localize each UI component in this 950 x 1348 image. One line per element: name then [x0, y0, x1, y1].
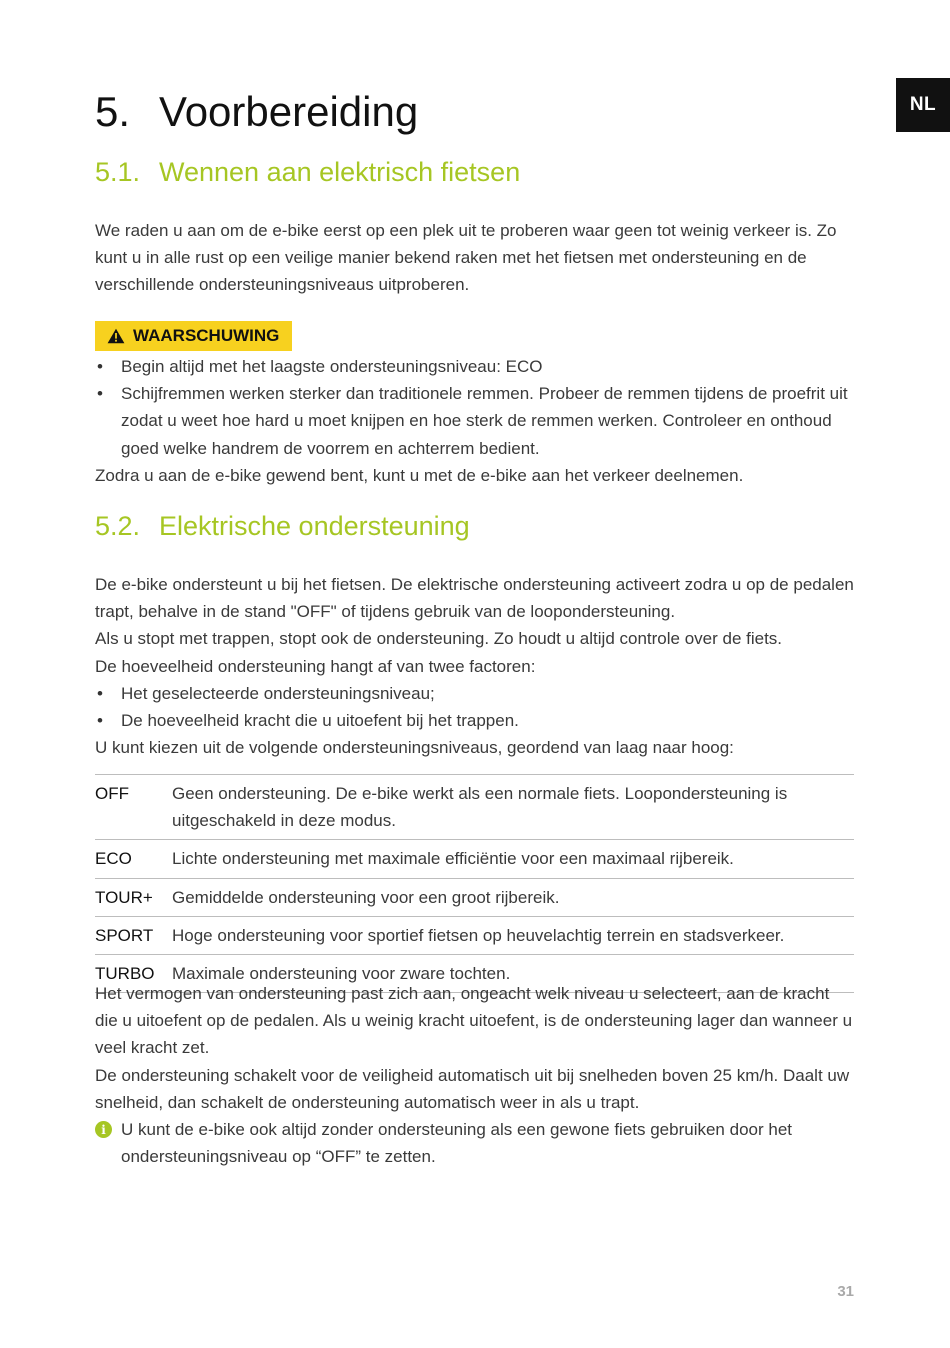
chapter-number: 5.	[95, 88, 131, 135]
paragraph: Het vermogen van ondersteuning past zich aan, ongeacht welk niveau u selecteert, aan de kracht die u uitoefent op de pedalen. Als u weinig kracht uitoefent, is de ondersteuning lager dan wanneer u veel kracht zet.	[95, 984, 853, 1058]
chapter-title	[95, 88, 418, 136]
level-description: Lichte ondersteuning met maximale efficiëntie voor een maximaal rijbereik.	[172, 840, 854, 878]
factor-list	[95, 680, 855, 734]
intro-paragraph: We raden u aan om de e-bike eerst op een plek uit te proberen waar geen tot weinig verkeer is. Zo kunt u in alle rust op een veilige manier bekend raken met het fietsen met ondersteuning en de verschillende ondersteuningsniveaus uitproberen.	[95, 221, 837, 295]
section-5-2-closing	[95, 980, 855, 1170]
closing-paragraph: Zodra u aan de e-bike gewend bent, kunt u met de e-bike aan het verkeer deelnemen.	[95, 465, 744, 485]
section-heading-5-2	[95, 511, 470, 542]
warning-content	[95, 353, 855, 489]
info-note	[95, 1116, 855, 1170]
paragraph: U kunt kiezen uit de volgende ondersteuningsniveaus, geordend van laag naar hoog:	[95, 738, 734, 758]
section-5-2-body	[95, 571, 855, 761]
info-text: U kunt de e-bike ook altijd zonder ondersteuning als een gewone fiets gebruiken door het ondersteuningsniveau op “OFF” te zetten.	[121, 1120, 792, 1167]
level-name: TOUR+	[95, 878, 172, 916]
chapter-title-text: Voorbereiding	[159, 88, 419, 135]
level-description: Gemiddelde ondersteuning voor een groot rijbereik.	[172, 878, 854, 916]
list-item: • Begin altijd met het laagste ondersteuningsniveau: ECO	[95, 353, 855, 380]
paragraph: De hoeveelheid ondersteuning hangt af van twee factoren:	[95, 656, 536, 676]
table-row	[95, 775, 854, 840]
level-name: SPORT	[95, 916, 172, 954]
level-name: TURBO	[95, 955, 172, 993]
table-row	[95, 878, 854, 916]
info-icon: i	[95, 1121, 112, 1138]
support-levels-table	[95, 774, 854, 993]
section-number: 5.2.	[95, 511, 141, 541]
table-row	[95, 916, 854, 954]
paragraph: De e-bike ondersteunt u bij het fietsen. De elektrische ondersteuning activeert zodra u op de pedalen trapt, behalve in de stand "OFF" of tijdens gebruik van de loopondersteuning.	[95, 575, 854, 622]
section-title: Elektrische ondersteuning	[159, 511, 470, 541]
level-description: Geen ondersteuning. De e-bike werkt als een normale fiets. Loopondersteuning is uitgeschakeld in deze modus.	[172, 775, 854, 840]
warning-label: WAARSCHUWING	[133, 326, 280, 345]
language-tab: NL	[896, 78, 950, 132]
list-item: • Het geselecteerde ondersteuningsniveau;	[95, 680, 855, 707]
level-name: OFF	[95, 775, 172, 840]
level-description: Maximale ondersteuning voor zware tochten.	[172, 955, 854, 993]
section-5-1-intro	[95, 217, 855, 299]
level-description: Hoge ondersteuning voor sportief fietsen op heuvelachtig terrein en stadsverkeer.	[172, 916, 854, 954]
section-title: Wennen aan elektrisch fietsen	[159, 157, 521, 187]
warning-list	[95, 353, 855, 462]
level-name: ECO	[95, 840, 172, 878]
section-heading-5-1	[95, 157, 520, 188]
page-number: 31	[837, 1283, 854, 1300]
paragraph: Als u stopt met trappen, stopt ook de ondersteuning. Zo houdt u altijd controle over de fiets.	[95, 629, 783, 649]
table-row	[95, 840, 854, 878]
warning-triangle-icon	[107, 328, 125, 344]
warning-badge	[95, 321, 292, 351]
list-item: • De hoeveelheid kracht die u uitoefent bij het trappen.	[95, 707, 855, 734]
list-item: • Schijfremmen werken sterker dan traditionele remmen. Probeer de remmen tijdens de proefrit uit zodat u weet hoe hard u moet knijpen en hoe sterk de remmen werken. Controleer en onthoud goed welke handrem de voorrem en achterrem bedient.	[95, 380, 855, 462]
paragraph: De ondersteuning schakelt voor de veiligheid automatisch uit bij snelheden boven 25 km/h. Daalt uw snelheid, dan schakelt de ondersteuning automatisch weer in als u trapt.	[95, 1065, 850, 1112]
section-number: 5.1.	[95, 157, 141, 187]
